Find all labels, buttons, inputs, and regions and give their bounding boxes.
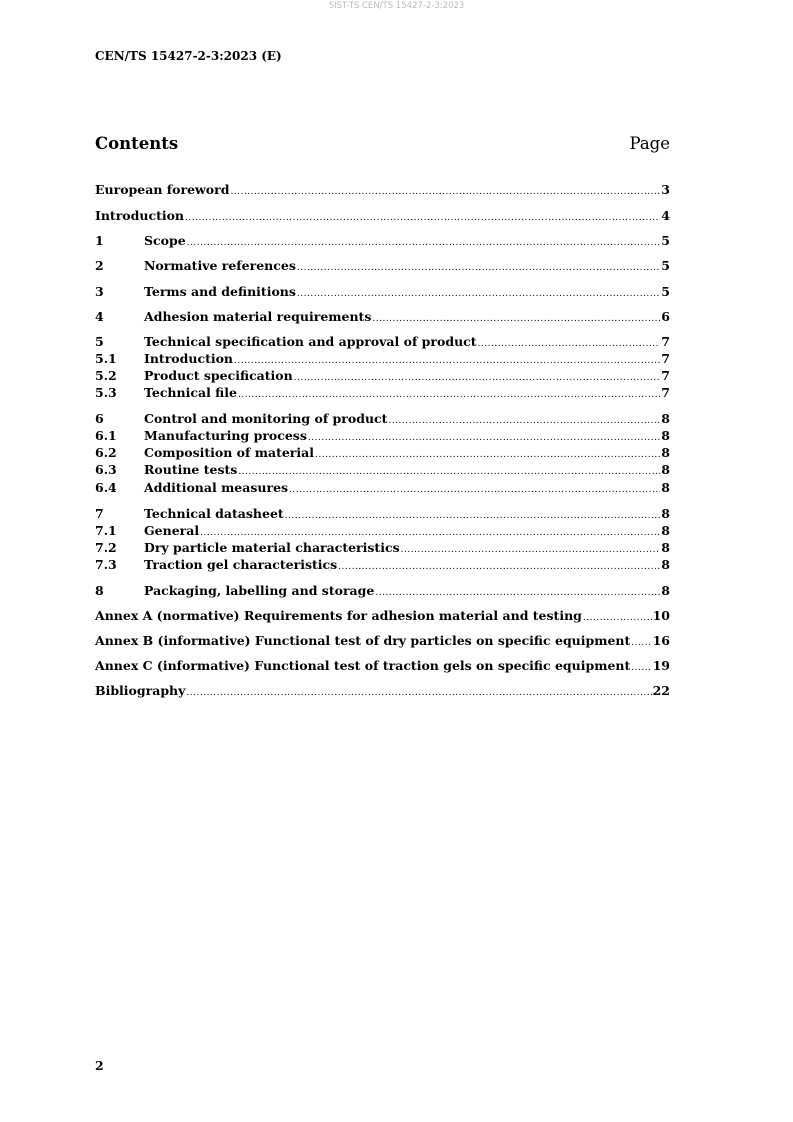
toc-entry-number: 7.1: [95, 523, 117, 538]
toc-entry-page: 7: [661, 368, 670, 383]
toc-entry-title: Terms and definitions: [144, 284, 296, 299]
toc-entry-title: Packaging, labelling and storage: [144, 583, 375, 598]
toc-leader-dots: [185, 210, 660, 226]
toc-entry[interactable]: [95, 258, 670, 274]
toc-entry[interactable]: [95, 368, 670, 384]
toc-entry-page: 8: [661, 480, 670, 495]
toc-leader-dots: [289, 482, 660, 498]
toc-leader-dots: [583, 610, 652, 626]
contents-header: [95, 133, 670, 155]
toc-entry-page: 8: [661, 583, 670, 598]
toc-leader-dots: [297, 286, 660, 302]
toc-entry[interactable]: [95, 462, 670, 478]
toc-entry-number: 6.1: [95, 428, 117, 443]
toc-entry-number: 4: [95, 309, 104, 324]
toc-entry-title: Annex B (informative) Functional test of dry particles on specific equipment: [95, 633, 631, 648]
toc-entry-page: 16: [652, 633, 670, 648]
toc-entry-page: 7: [661, 334, 670, 349]
toc-entry[interactable]: [95, 608, 670, 624]
toc-entry-title: Technical specification and approval of product: [144, 334, 477, 349]
toc-entry[interactable]: [95, 385, 670, 401]
toc-entry-page: 8: [661, 557, 670, 572]
toc-entry[interactable]: [95, 334, 670, 350]
toc-entry[interactable]: [95, 658, 670, 674]
document-identifier: CEN/TS 15427-2-3:2023 (E): [95, 49, 282, 63]
toc-entry[interactable]: [95, 208, 670, 224]
toc-leader-dots: [187, 235, 661, 251]
toc-entry[interactable]: [95, 480, 670, 496]
toc-entry-number: 5.1: [95, 351, 117, 366]
toc-entry-title: Scope: [144, 233, 186, 248]
toc-entry-page: 5: [661, 258, 670, 273]
toc-entry-page: 10: [652, 608, 670, 623]
toc-entry-title: Routine tests: [144, 462, 238, 477]
toc-leader-dots: [297, 260, 660, 276]
toc-entry-page: 8: [661, 540, 670, 555]
toc-leader-dots: [294, 370, 661, 386]
toc-leader-dots: [338, 559, 660, 575]
page-column-label: Page: [629, 134, 670, 153]
toc-entry-page: 8: [661, 462, 670, 477]
toc-leader-dots: [631, 660, 651, 676]
toc-entry-title: Introduction: [95, 208, 185, 223]
toc-entry-title: Introduction: [144, 351, 234, 366]
toc-leader-dots: [631, 635, 651, 651]
toc-entry-title: Product specification: [144, 368, 293, 383]
toc-entry-page: 5: [661, 233, 670, 248]
toc-entry-number: 5: [95, 334, 104, 349]
toc-entry-page: 8: [661, 523, 670, 538]
toc-entry-number: 7.2: [95, 540, 117, 555]
toc-entry-title: Annex C (informative) Functional test of traction gels on specific equipment: [95, 658, 631, 673]
toc-entry[interactable]: [95, 411, 670, 427]
toc-entry-page: 19: [652, 658, 670, 673]
toc-entry-page: 4: [661, 208, 670, 223]
contents-title: Contents: [95, 134, 179, 153]
toc-entry[interactable]: [95, 583, 670, 599]
toc-leader-dots: [372, 311, 660, 327]
toc-entry-page: 8: [661, 411, 670, 426]
toc-entry-title: Traction gel characteristics: [144, 557, 338, 572]
toc-entry-page: 8: [661, 445, 670, 460]
watermark: SIST-TS CEN/TS 15427-2-3:2023: [328, 1, 465, 11]
toc-leader-dots: [315, 447, 660, 463]
toc-entry-page: 7: [661, 385, 670, 400]
toc-entry-number: 7: [95, 506, 104, 521]
page-number: 2: [95, 1058, 104, 1073]
toc-entry-title: Composition of material: [144, 445, 314, 460]
toc-entry-number: 6.2: [95, 445, 117, 460]
toc-entry[interactable]: [95, 540, 670, 556]
toc-entry-number: 5.2: [95, 368, 117, 383]
toc-leader-dots: [186, 685, 651, 701]
toc-entry-number: 7.3: [95, 557, 117, 572]
toc-entry[interactable]: [95, 523, 670, 539]
toc-entry-page: 7: [661, 351, 670, 366]
toc-entry-title: Bibliography: [95, 683, 186, 698]
toc-entry-title: Control and monitoring of product: [144, 411, 388, 426]
toc-leader-dots: [478, 336, 661, 352]
toc-entry-number: 3: [95, 284, 104, 299]
toc-leader-dots: [375, 585, 660, 601]
toc-leader-dots: [238, 464, 660, 480]
toc-entry-number: 6: [95, 411, 104, 426]
toc-entry-title: Annex A (normative) Requirements for adhesion material and testing: [95, 608, 582, 623]
toc-entry-number: 8: [95, 583, 104, 598]
toc-entry[interactable]: [95, 182, 670, 198]
toc-entry-number: 5.3: [95, 385, 117, 400]
toc-entry[interactable]: [95, 557, 670, 573]
toc-entry-title: Manufacturing process: [144, 428, 307, 443]
toc-entry-page: 3: [661, 182, 670, 197]
toc-entry-title: Technical file: [144, 385, 237, 400]
toc-entry-title: Technical datasheet: [144, 506, 284, 521]
toc-entry[interactable]: [95, 351, 670, 367]
toc-entry-number: 6.4: [95, 480, 117, 495]
toc-entry[interactable]: [95, 309, 670, 325]
toc-leader-dots: [238, 387, 660, 403]
toc-leader-dots: [230, 184, 660, 200]
toc-leader-dots: [308, 430, 660, 446]
toc-entry[interactable]: [95, 683, 670, 699]
toc-entry[interactable]: [95, 445, 670, 461]
toc-entry[interactable]: [95, 233, 670, 249]
toc-entry[interactable]: [95, 633, 670, 649]
toc-entry-title: General: [144, 523, 200, 538]
toc-entry-page: 8: [661, 506, 670, 521]
toc-entry-number: 1: [95, 233, 104, 248]
toc-entry-page: 6: [661, 309, 670, 324]
toc-entry-page: 5: [661, 284, 670, 299]
toc-leader-dots: [285, 508, 661, 524]
toc-entry-title: Additional measures: [144, 480, 289, 495]
toc-entry-title: Adhesion material requirements: [144, 309, 372, 324]
toc-entry-page: 8: [661, 428, 670, 443]
toc-leader-dots: [200, 525, 660, 541]
toc-entry-page: 22: [652, 683, 670, 698]
toc-leader-dots: [401, 542, 661, 558]
toc-entry-title: Dry particle material characteristics: [144, 540, 400, 555]
toc-entry-title: European foreword: [95, 182, 230, 197]
toc-entry[interactable]: [95, 506, 670, 522]
toc-leader-dots: [234, 353, 660, 369]
toc-leader-dots: [388, 413, 660, 429]
toc-entry[interactable]: [95, 428, 670, 444]
toc-entry-number: 2: [95, 258, 104, 273]
toc-entry-title: Normative references: [144, 258, 296, 273]
toc-entry[interactable]: [95, 284, 670, 300]
toc-entry-number: 6.3: [95, 462, 117, 477]
